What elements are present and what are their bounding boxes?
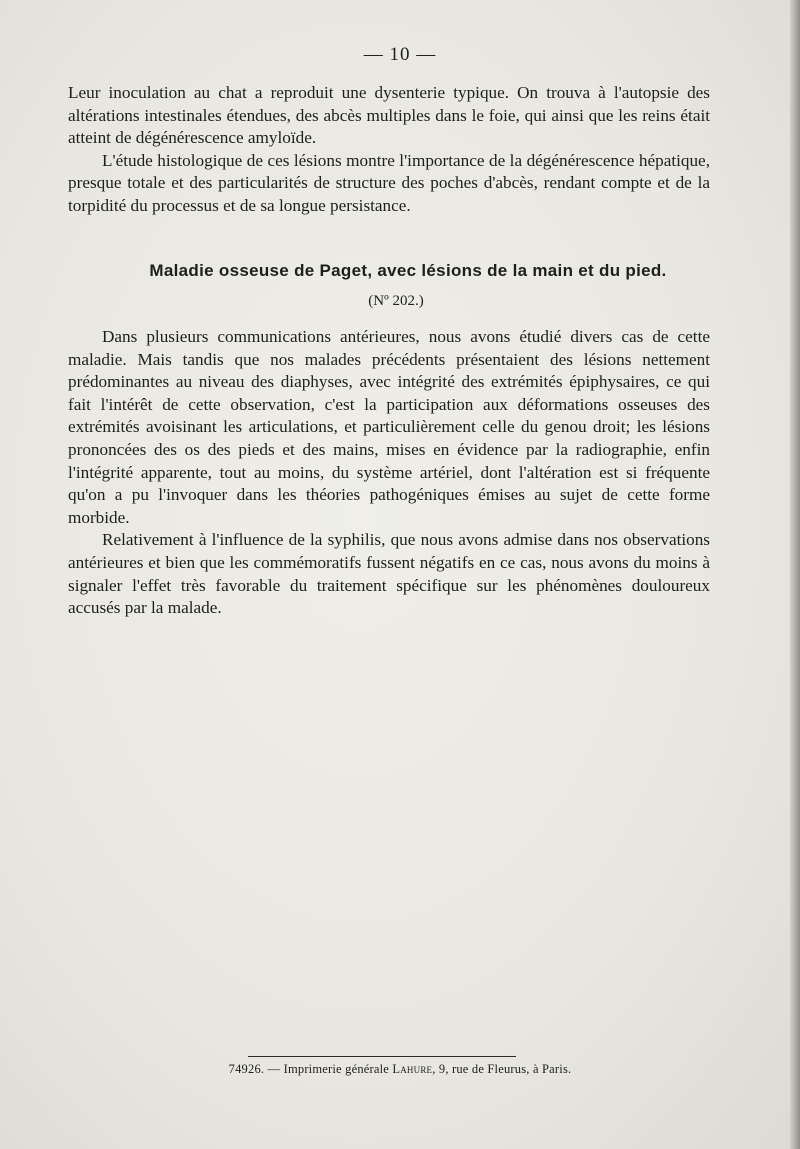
printer-name: Lahure [392, 1062, 433, 1076]
page-edge-shadow [790, 0, 800, 1149]
page-number: — 10 — [363, 44, 437, 65]
section-text-block [68, 326, 710, 620]
job-number: 74926. [228, 1062, 265, 1076]
section-title: Maladie osseuse de Paget, avec lésions de la main et du pied. [149, 261, 667, 280]
footer-rule [248, 1056, 516, 1057]
intro-paragraph-1: Leur inoculation au chat a reproduit une dysenterie typique. On trouva à l'autopsie des altérations intestinales étendues, des abcès multiples dans le foie, qui ainsi que les reins était atteint de dégénérescence amyloïde. [68, 83, 710, 148]
intro-text-block [68, 82, 710, 218]
footer-dash: — [267, 1062, 281, 1076]
printer-imprint [0, 1062, 800, 1077]
section-paragraph-2: Relativement à l'influence de la syphilis, que nous avons admise dans nos observations antérieures et bien que les commémoratifs fussent négatifs en ce cas, nous avons du moins à signaler l'effet très favorable du traitement spécifique sur les phénomènes douloureux accusés par la malade. [68, 530, 710, 618]
section-paragraph-1: Dans plusieurs communications antérieures, nous avons étudié divers cas de cette maladie. Mais tandis que nos malades précédents présentaient des lésions nettement prédominantes au niveau des diaphyses, avec intégrité des extrémités épiphysaires, ce qui fait l'intérêt de cette observation, c'est la participation aux déformations osseuses des extrémités avoisinant les articulations, et particulièrement celle du genou droit; les lésions prononcées des os des pieds et des mains, mises en évidence par la radiographie, enfin l'intégrité apparente, tout au moins, du système artériel, dont l'altération est si fréquente qu'on a pu l'invoquer dans les théories pathogéniques émises au sujet de cette forme morbide. [68, 327, 710, 527]
intro-paragraph-2: L'étude histologique de ces lésions montre l'importance de la dégénérescence hépatique, presque totale et des particularités de structure des poches d'abcès, rendant compte et de la torpidité du processus et de sa longue persistance. [68, 150, 710, 215]
printer-address: , 9, rue de Fleurus, à Paris. [432, 1062, 572, 1076]
printer-prefix: Imprimerie générale [283, 1062, 390, 1076]
section-reference: (Nº 202.) [368, 293, 424, 309]
